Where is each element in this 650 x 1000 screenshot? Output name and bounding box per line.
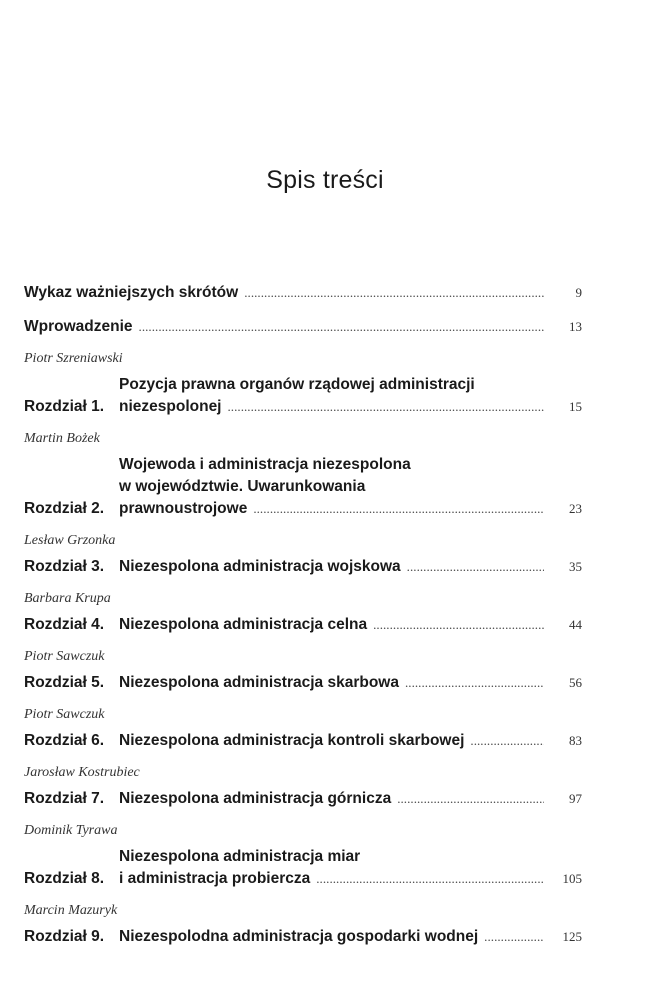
- chapter-author: Barbara Krupa: [24, 591, 111, 606]
- toc-entry-abbreviations[interactable]: [24, 282, 582, 304]
- page-number: 83: [569, 733, 582, 748]
- toc-entry-label: Wykaz ważniejszych skrótów: [24, 284, 239, 301]
- toc-entry-introduction[interactable]: [24, 316, 582, 338]
- chapter-title-line: niezespolonej: [119, 398, 222, 415]
- chapter-title-line: w województwie. Uwarunkowania: [119, 478, 366, 495]
- page-number: 56: [569, 675, 582, 690]
- chapter-title-line: Niezespolona administracja miar: [119, 848, 361, 865]
- page-number: 15: [569, 399, 582, 414]
- toc-entry-chapter-1[interactable]: [24, 374, 582, 418]
- chapter-title-line: Niezespolona administracja wojskowa: [119, 558, 401, 575]
- chapter-author: Jarosław Kostrubiec: [24, 765, 140, 780]
- dot-leader: [397, 788, 544, 810]
- chapter-author: Piotr Sawczuk: [24, 649, 105, 664]
- page-number: 13: [569, 319, 582, 334]
- chapter-title-line: Wojewoda i administracja niezespolona: [119, 456, 411, 473]
- page-number: 44: [569, 617, 582, 632]
- dot-leader: [484, 926, 544, 948]
- chapter-title-line: Niezespolona administracja skarbowa: [119, 674, 399, 691]
- chapter-author: Lesław Grzonka: [24, 533, 116, 548]
- chapter-title-line: Niezespolodna administracja gospodarki wodnej: [119, 928, 479, 945]
- page-number: 9: [575, 285, 582, 300]
- page-number: 35: [569, 559, 582, 574]
- chapter-number: Rozdział 2.: [24, 500, 105, 517]
- toc-entry-label: Wprowadzenie: [24, 318, 133, 335]
- chapter-number: Rozdział 7.: [24, 790, 105, 807]
- page-number: 105: [562, 871, 582, 886]
- page-number: 97: [569, 791, 582, 806]
- toc-entry-chapter-2[interactable]: [24, 454, 582, 520]
- dot-leader: [373, 614, 544, 636]
- chapter-author: Piotr Sawczuk: [24, 707, 105, 722]
- chapter-title-line: Niezespolona administracja kontroli skarbowej: [119, 732, 465, 749]
- page-number: 125: [562, 929, 582, 944]
- chapter-title-line: prawnoustrojowe: [119, 500, 248, 517]
- dot-leader: [316, 868, 544, 890]
- chapter-author: Martin Bożek: [24, 431, 100, 446]
- toc-entry-chapter-4[interactable]: [24, 614, 582, 636]
- dot-leader: [407, 556, 544, 578]
- chapter-list: [24, 350, 582, 948]
- dot-leader: [228, 396, 545, 418]
- chapter-number: Rozdział 9.: [24, 928, 105, 945]
- page-number: 23: [569, 501, 582, 516]
- chapter-title-line: i administracja probiercza: [119, 870, 311, 887]
- toc-entry-chapter-3[interactable]: [24, 556, 582, 578]
- chapter-author: Marcin Mazuryk: [24, 903, 118, 918]
- chapter-author: Dominik Tyrawa: [24, 823, 118, 838]
- chapter-title-line: Niezespolona administracja celna: [119, 616, 368, 633]
- toc-entry-chapter-6[interactable]: [24, 730, 582, 752]
- chapter-author: Piotr Szreniawski: [24, 351, 123, 366]
- table-of-contents: [24, 282, 582, 960]
- chapter-number: Rozdział 5.: [24, 674, 105, 691]
- chapter-number: Rozdział 1.: [24, 398, 105, 415]
- chapter-number: Rozdział 4.: [24, 616, 105, 633]
- chapter-number: Rozdział 6.: [24, 732, 105, 749]
- toc-entry-chapter-9[interactable]: [24, 926, 582, 948]
- dot-leader: [470, 730, 544, 752]
- toc-entry-chapter-8[interactable]: [24, 846, 582, 890]
- chapter-title-line: Niezespolona administracja górnicza: [119, 790, 392, 807]
- chapter-number: Rozdział 3.: [24, 558, 105, 575]
- chapter-number: Rozdział 8.: [24, 870, 105, 887]
- chapter-title-line: Pozycja prawna organów rządowej administracji: [119, 376, 475, 393]
- toc-entry-chapter-7[interactable]: [24, 788, 582, 810]
- page-title: Spis treści: [266, 166, 384, 194]
- dot-leader: [253, 498, 544, 520]
- toc-entry-chapter-5[interactable]: [24, 672, 582, 694]
- dot-leader: [139, 316, 544, 338]
- dot-leader: [405, 672, 544, 694]
- dot-leader: [244, 282, 544, 304]
